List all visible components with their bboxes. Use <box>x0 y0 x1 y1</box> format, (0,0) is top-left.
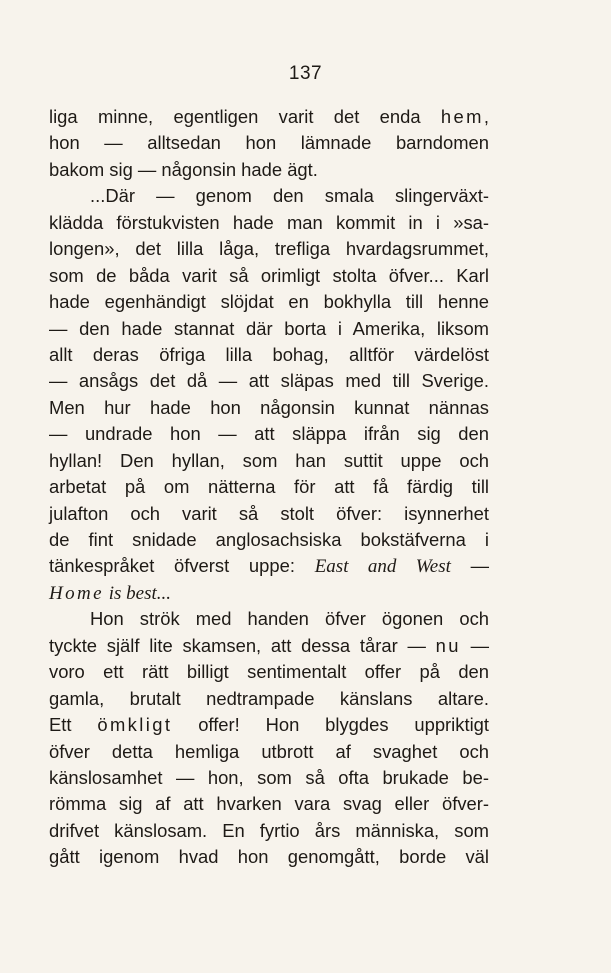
emphasis-spaced: ömkligt <box>97 714 173 736</box>
text-line: liga minne, egentligen varit det enda hem, <box>49 106 489 127</box>
text-line: hade egenhändigt slöjdat en bokhylla till henne <box>49 291 489 313</box>
text-line: som de båda varit så orimligt stolta öfver... Karl <box>49 264 489 286</box>
text-line: hyllan! Den hyllan, som han suttit uppe och <box>49 449 489 471</box>
text-line: de fint snidade anglosachsiska bokstäfverna i <box>49 529 489 550</box>
text-line: öfver detta hemliga utbrott af svaghet och <box>49 740 489 762</box>
emphasis-spaced: nu <box>435 634 461 656</box>
text-line: — den hade stannat där borta i Amerika, liksom <box>49 317 489 339</box>
text-line: drifvet känslosam. En fyrtio års människa, som <box>49 819 489 841</box>
emphasis-italic: is best <box>108 582 157 604</box>
text-line: tyckte själf lite skamsen, att dessa tårar — nu — <box>49 634 489 656</box>
text-line: longen», det lilla låga, trefliga hvardagsrummet, <box>49 238 489 260</box>
body-text <box>49 104 489 871</box>
text-line: Hon strök med handen öfver ögonen och <box>90 608 489 630</box>
text-line: ...Där — genom den smala slingerväxt- <box>90 185 489 207</box>
text-line: römma sig af att hvarken vara svag eller öfver- <box>49 793 489 815</box>
text-line: bakom sig — någonsin hade ägt. <box>49 158 318 180</box>
text-line: tänkespråket öfverst uppe: East and West — <box>49 555 490 578</box>
text-line: gamla, brutalt nedtrampade känslans altare. <box>49 687 489 709</box>
emphasis-italic: Home <box>49 582 104 604</box>
emphasis-spaced: hem <box>440 106 484 127</box>
text-line: Home is best... <box>49 582 172 604</box>
text-line: Ett ömkligt offer! Hon blygdes uppriktigt <box>49 714 489 736</box>
text-line: allt deras öfriga lilla bohag, alltför värdelöst <box>49 343 489 365</box>
text-line: känslosamhet — hon, som så ofta brukade be- <box>49 766 489 788</box>
emphasis-italic: East and West <box>314 556 451 578</box>
text-line: voro ett rätt billigt sentimentalt offer på den <box>49 661 489 683</box>
text-line: julafton och varit så stolt öfver: isynnerhet <box>49 502 489 524</box>
text-line: — ansågs det då — att släpas med till Sverige. <box>49 370 489 392</box>
page-number: 137 <box>288 63 323 84</box>
text-line: klädda förstukvisten hade man kommit in i »sa- <box>49 211 489 233</box>
text-line: arbetat på om nätterna för att få färdig till <box>49 476 489 498</box>
text-line: hon — alltsedan hon lämnade barndomen <box>49 132 489 154</box>
text-line: gått igenom hvad hon genomgått, borde väl <box>49 846 489 868</box>
text-line: — undrade hon — att släppa ifrån sig den <box>49 423 489 445</box>
text-line: Men hur hade hon någonsin kunnat nännas <box>49 396 489 418</box>
